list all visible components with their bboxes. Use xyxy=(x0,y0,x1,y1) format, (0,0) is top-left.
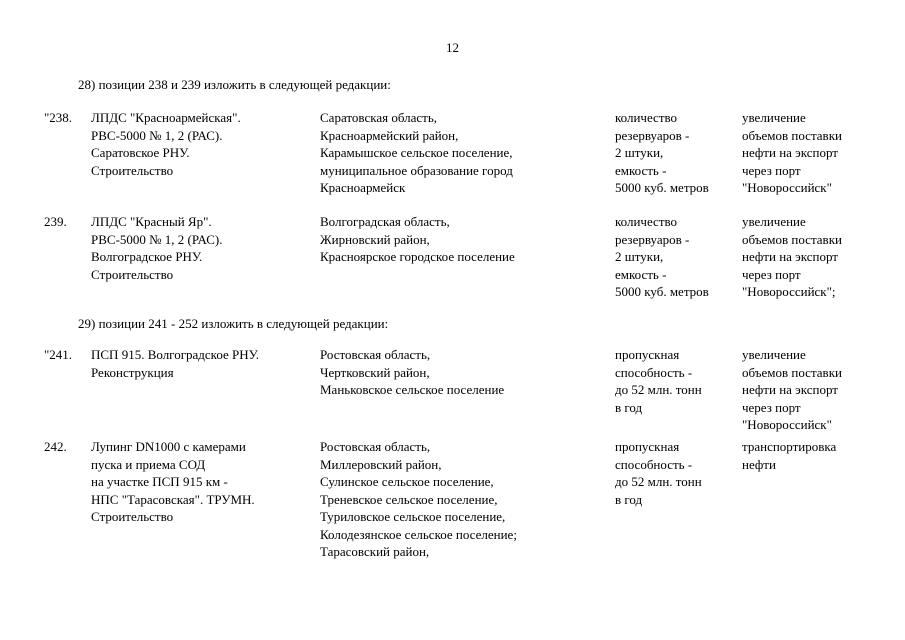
position-number: 242. xyxy=(44,439,67,454)
location-line: Красноармейский район, xyxy=(320,127,459,143)
purpose-line: увеличение xyxy=(742,347,806,362)
purpose-line: через порт xyxy=(742,266,801,282)
amendment-instruction-29: 29) позиции 241 - 252 изложить в следующей редакции: xyxy=(78,316,389,331)
object-name-cell xyxy=(91,213,311,283)
location-cell xyxy=(320,109,610,197)
capacity-line: резервуаров - xyxy=(615,127,690,143)
object-name-cell xyxy=(91,346,311,381)
object-name-cell xyxy=(91,109,311,179)
capacity-line: в год xyxy=(615,399,643,415)
object-line: Строительство xyxy=(91,162,174,178)
location-line: Жирновский район, xyxy=(320,231,430,247)
location-line: Туриловское сельское поселение, xyxy=(320,509,506,524)
object-line: Строительство xyxy=(91,266,174,282)
capacity-cell xyxy=(615,346,735,416)
amendment-instruction-28: 28) позиции 238 и 239 изложить в следующей редакции: xyxy=(78,77,391,92)
capacity-cell xyxy=(615,109,735,197)
purpose-line: через порт xyxy=(742,162,801,178)
location-cell xyxy=(320,213,610,266)
location-line: Карамышское сельское поселение, xyxy=(320,145,513,160)
location-line: Красноярское городское поселение xyxy=(320,249,515,264)
location-line: Миллеровский район, xyxy=(320,456,442,472)
page-number: 12 xyxy=(446,40,459,55)
location-line: Треневское сельское поселение, xyxy=(320,491,498,507)
location-cell xyxy=(320,346,610,399)
location-line: Ростовская область, xyxy=(320,347,431,362)
purpose-line: объемов поставки xyxy=(742,127,842,143)
object-line: РВС-5000 № 1, 2 (РАС). xyxy=(91,231,223,247)
purpose-line: объемов поставки xyxy=(742,231,842,247)
capacity-line: способность - xyxy=(615,364,693,380)
purpose-line: нефти на экспорт xyxy=(742,145,838,160)
purpose-line: "Новороссийск" xyxy=(742,180,832,195)
purpose-cell xyxy=(742,213,882,301)
location-line: Саратовская область, xyxy=(320,110,438,125)
capacity-line: емкость - xyxy=(615,162,667,178)
purpose-cell xyxy=(742,109,882,197)
purpose-line: нефти на экспорт xyxy=(742,249,838,264)
object-line: Лупинг DN1000 с камерами xyxy=(91,439,246,454)
location-line: Маньковское сельское поселение xyxy=(320,382,505,397)
purpose-line: объемов поставки xyxy=(742,364,842,380)
location-line: Ростовская область, xyxy=(320,439,431,454)
purpose-cell xyxy=(742,438,882,473)
purpose-line: "Новороссийск" xyxy=(742,417,832,432)
purpose-cell xyxy=(742,346,882,434)
object-line: ПСП 915. Волгоградское РНУ. xyxy=(91,347,259,362)
purpose-line: транспортировка xyxy=(742,439,837,454)
purpose-line: нефти на экспорт xyxy=(742,382,838,397)
capacity-line: до 52 млн. тонн xyxy=(615,474,702,489)
capacity-cell xyxy=(615,213,735,301)
position-number: "241. xyxy=(44,347,73,362)
position-number: "238. xyxy=(44,110,73,125)
location-line: Чертковский район, xyxy=(320,364,430,380)
capacity-line: резервуаров - xyxy=(615,231,690,247)
purpose-line: увеличение xyxy=(742,214,806,229)
purpose-line: нефти xyxy=(742,456,776,472)
object-line: Реконструкция xyxy=(91,364,174,380)
capacity-line: в год xyxy=(615,491,643,507)
object-line: НПС "Тарасовская". ТРУМН. xyxy=(91,491,255,507)
location-line: Волгоградская область, xyxy=(320,214,450,229)
capacity-line: пропускная xyxy=(615,347,680,362)
location-line: Тарасовский район, xyxy=(320,544,430,559)
location-line: Красноармейск xyxy=(320,180,406,195)
capacity-line: 5000 куб. метров xyxy=(615,180,709,195)
capacity-line: 5000 куб. метров xyxy=(615,284,709,299)
object-line: ЛПДС "Красноармейская". xyxy=(91,110,241,125)
location-line: муниципальное образование город xyxy=(320,162,513,178)
object-line: ЛПДС "Красный Яр". xyxy=(91,214,212,229)
capacity-line: 2 штуки, xyxy=(615,249,664,264)
object-line: Строительство xyxy=(91,509,174,524)
capacity-line: количество xyxy=(615,110,678,125)
location-cell xyxy=(320,438,610,561)
purpose-line: через порт xyxy=(742,399,801,415)
purpose-line: "Новороссийск"; xyxy=(742,284,836,299)
capacity-line: количество xyxy=(615,214,678,229)
capacity-line: емкость - xyxy=(615,266,667,282)
capacity-cell xyxy=(615,438,735,508)
capacity-line: пропускная xyxy=(615,439,680,454)
object-line: Саратовское РНУ. xyxy=(91,145,190,160)
object-line: на участке ПСП 915 км - xyxy=(91,474,228,489)
capacity-line: 2 штуки, xyxy=(615,145,664,160)
capacity-line: способность - xyxy=(615,456,693,472)
location-line: Сулинское сельское поселение, xyxy=(320,474,494,489)
object-line: РВС-5000 № 1, 2 (РАС). xyxy=(91,127,223,143)
object-line: пуска и приема СОД xyxy=(91,456,206,472)
purpose-line: увеличение xyxy=(742,110,806,125)
position-number: 239. xyxy=(44,214,67,229)
location-line: Колодезянское сельское поселение; xyxy=(320,526,517,542)
object-name-cell xyxy=(91,438,311,526)
object-line: Волгоградское РНУ. xyxy=(91,249,203,264)
capacity-line: до 52 млн. тонн xyxy=(615,382,702,397)
